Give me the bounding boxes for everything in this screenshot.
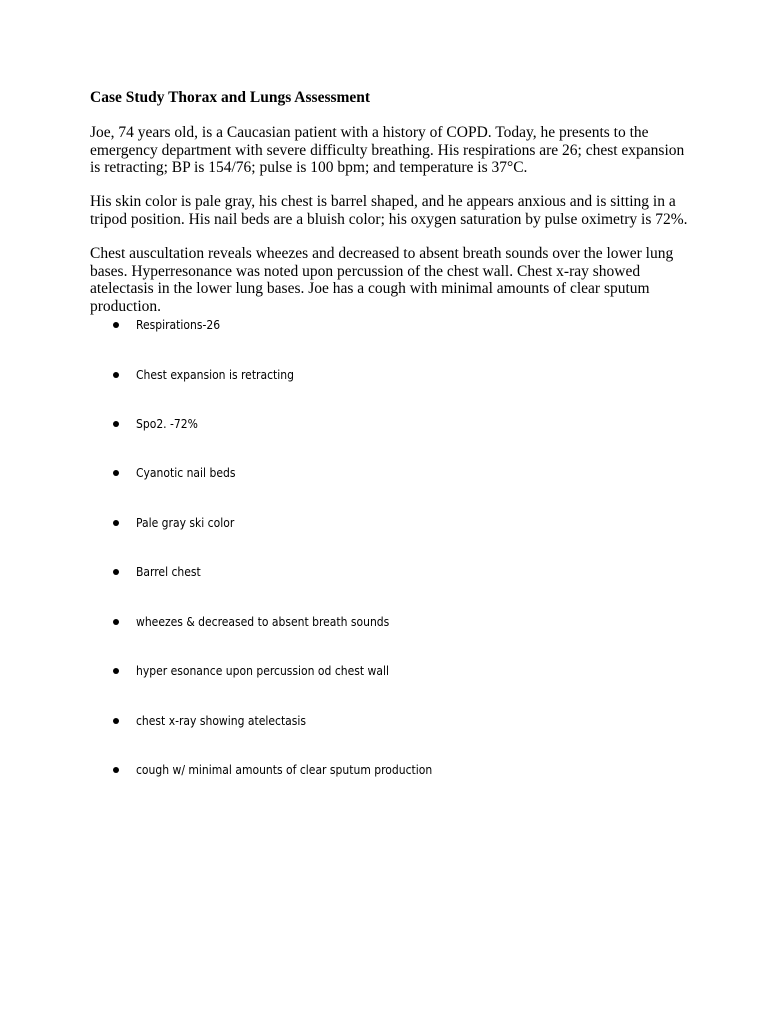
bullet-item [0,366,600,386]
bullet-item [0,316,600,336]
paragraph-line: tripod position. His nail beds are a bluish color; his oxygen saturation by pulse oximetry is 72%. [90,210,688,228]
bullet-text: Cyanotic nail beds [136,466,236,480]
paragraph-line: atelectasis in the lower lung bases. Joe has a cough with minimal amounts of clear sputum [90,280,650,298]
bullet-text: cough w/ minimal amounts of clear sputum production [136,763,433,777]
bullet-dot-icon [113,718,119,724]
paragraph-line: Chest auscultation reveals wheezes and decreased to absent breath sounds over the lower lung [90,245,674,262]
paragraph-patient-presentation [90,124,700,177]
bullet-item [0,563,600,583]
paragraph-line: emergency department with severe difficulty breathing. His respirations are 26; chest expansion [90,141,685,159]
paragraph-line: His skin color is pale gray, his chest is barrel shaped, and he appears anxious and is sitting in a [90,193,676,210]
bullet-item [0,464,600,484]
bullet-dot-icon [113,470,119,476]
bullet-item [0,613,600,633]
bullet-item [0,415,600,435]
bullet-text: Barrel chest [136,565,201,579]
bullet-item [0,514,600,534]
bullet-text: wheezes & decreased to absent breath sounds [136,615,390,629]
bullet-text: Pale gray ski color [136,516,235,530]
bullet-dot-icon [113,520,119,526]
bullet-dot-icon [113,421,119,427]
bullet-text: Chest expansion is retracting [136,368,294,382]
paragraph-line: Joe, 74 years old, is a Caucasian patient with a history of COPD. Today, he presents to the [90,124,649,141]
bullet-dot-icon [113,322,119,328]
bullet-text: Respirations-26 [136,318,221,332]
bullet-item [0,761,600,781]
bullet-text: chest x-ray showing atelectasis [136,714,307,728]
paragraph-line: is retracting; BP is 154/76; pulse is 100 bpm; and temperature is 37°C. [90,159,528,177]
bullet-item [0,662,600,682]
bullet-dot-icon [113,619,119,625]
bullet-dot-icon [113,372,119,378]
bullet-dot-icon [113,668,119,674]
paragraph-line: production. [90,297,162,315]
paragraph-auscultation [90,245,700,315]
bullet-item [0,712,600,732]
paragraph-appearance [90,193,700,228]
bullet-dot-icon [113,767,119,773]
bullet-text: hyper esonance upon percussion od chest wall [136,664,389,678]
paragraph-line: bases. Hyperresonance was noted upon percussion of the chest wall. Chest x-ray showed [90,262,641,280]
document-title: Case Study Thorax and Lungs Assessment [90,89,371,106]
bullet-dot-icon [113,569,119,575]
bullet-text: Spo2. -72% [136,417,198,431]
